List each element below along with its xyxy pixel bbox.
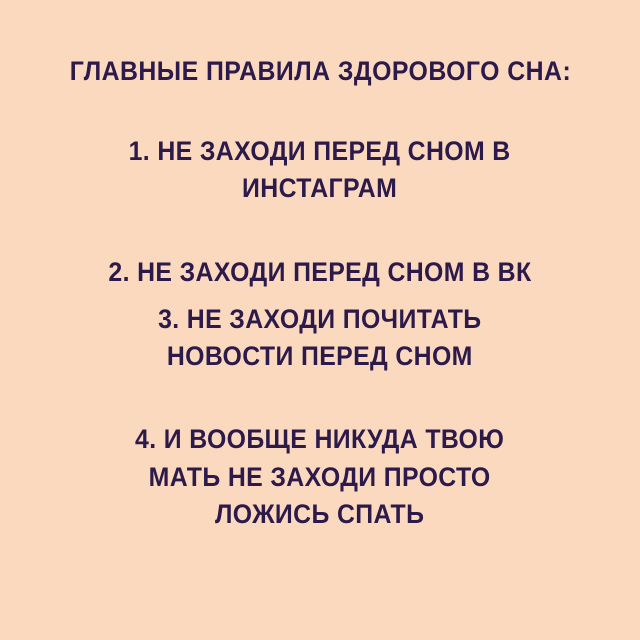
rule-item-1 bbox=[129, 133, 511, 208]
rule-item-4 bbox=[135, 421, 504, 533]
rule-4-line-1: 4. И ВООБЩЕ НИКУДА ТВОЮ bbox=[135, 424, 505, 455]
rule-1-line-1: 1. НЕ ЗАХОДИ ПЕРЕД СНОМ В bbox=[128, 136, 511, 167]
rule-2-line-1: 2. НЕ ЗАХОДИ ПЕРЕД СНОМ В ВК bbox=[108, 256, 532, 287]
rule-1-line-2: ИНСТАГРАМ bbox=[242, 173, 398, 204]
rule-4-line-3: ЛОЖИСЬ СПАТЬ bbox=[215, 498, 425, 529]
rule-4-line-2: МАТЬ НЕ ЗАХОДИ ПРОСТО bbox=[149, 461, 491, 492]
poster-title: ГЛАВНЫЕ ПРАВИЛА ЗДОРОВОГО СНА: bbox=[69, 56, 571, 86]
rule-item-3 bbox=[158, 301, 481, 376]
rule-item-2 bbox=[108, 254, 531, 291]
rule-3-line-1: 3. НЕ ЗАХОДИ ПОЧИТАТЬ bbox=[158, 303, 482, 334]
rule-3-line-2: НОВОСТИ ПЕРЕД СНОМ bbox=[167, 341, 473, 372]
